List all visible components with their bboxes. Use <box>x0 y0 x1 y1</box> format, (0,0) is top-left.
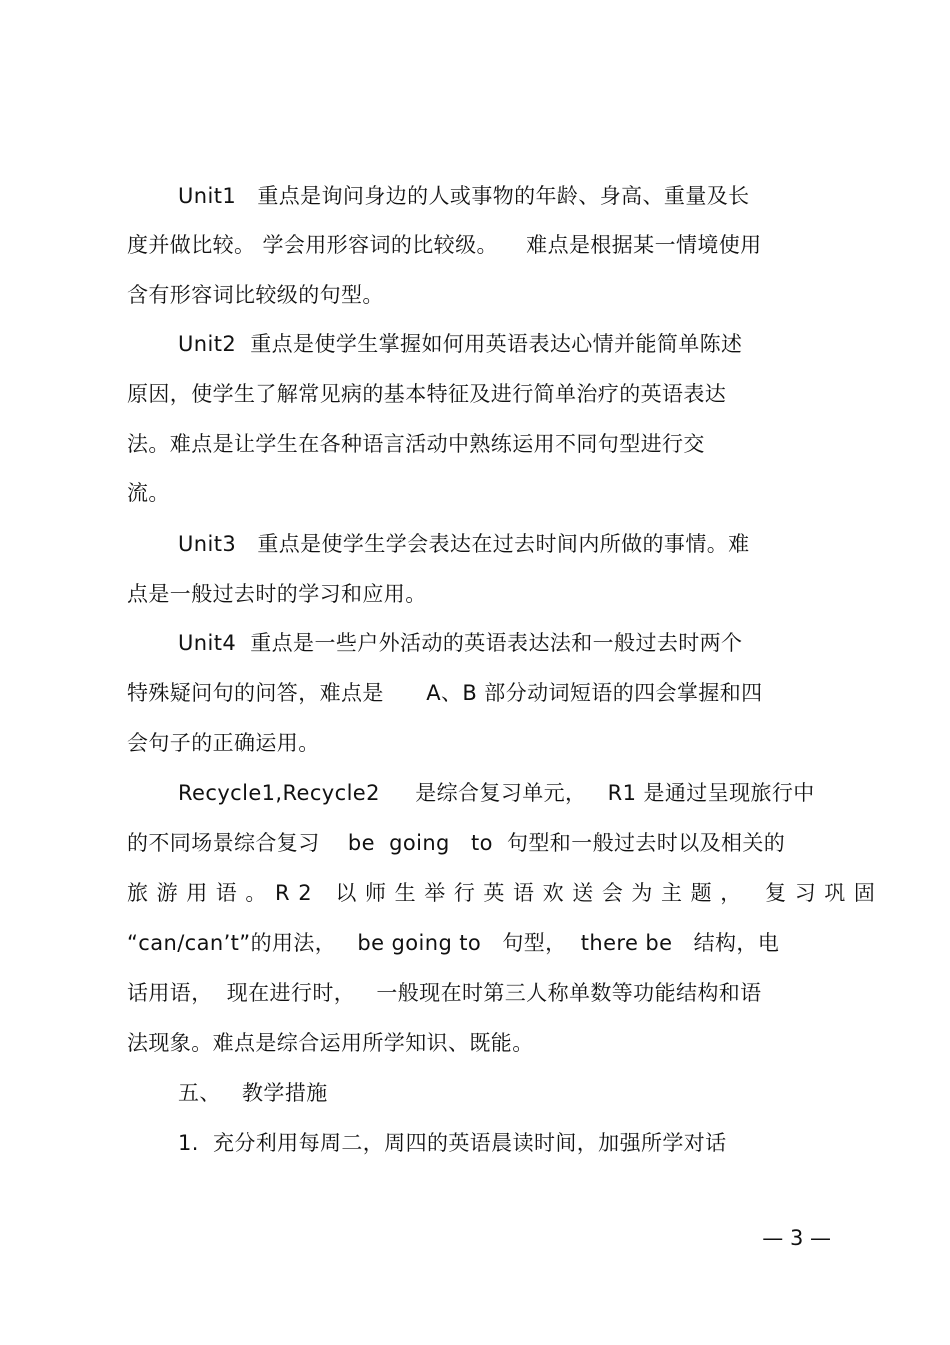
paragraph-unit1-line-2: 度并做比较。 学会用形容词的比较级。 难点是根据某一情境使用 <box>127 233 762 257</box>
paragraph-recycle-line-3: 旅游用语。R2 以师生举行英语欢送会为主题， 复习巩固 <box>127 881 884 905</box>
paragraph-recycle-line-2: 的不同场景综合复习 be going to 句型和一般过去时以及相关的 <box>127 831 786 855</box>
paragraph-recycle-line-5: 话用语， 现在进行时， 一般现在时第三人称单数等功能结构和语 <box>127 981 762 1005</box>
section-heading-teaching-measures: 五、 教学措施 <box>178 1081 328 1105</box>
paragraph-unit2-line-4: 流。 <box>127 481 170 505</box>
paragraph-unit1-line-3: 含有形容词比较级的句型。 <box>127 283 384 307</box>
paragraph-unit4-line-3: 会句子的正确运用。 <box>127 731 320 755</box>
page-number: — 3 — <box>762 1226 831 1250</box>
paragraph-unit4-line-1: Unit4 重点是一些户外活动的英语表达法和一般过去时两个 <box>178 631 743 655</box>
paragraph-recycle-line-6: 法现象。难点是综合运用所学知识、既能。 <box>127 1031 534 1055</box>
paragraph-unit2-line-2: 原因，使学生了解常见病的基本特征及进行简单治疗的英语表达 <box>127 382 727 406</box>
paragraph-unit1-line-1: Unit1 重点是询问身边的人或事物的年龄、身高、重量及长 <box>178 184 750 208</box>
list-item-1: 1. 充分利用每周二，周四的英语晨读时间，加强所学对话 <box>178 1131 727 1155</box>
paragraph-unit4-line-2: 特殊疑问句的问答，难点是 A、B 部分动词短语的四会掌握和四 <box>127 681 763 705</box>
paragraph-unit2-line-3: 法。难点是让学生在各种语言活动中熟练运用不同句型进行交 <box>127 432 705 456</box>
paragraph-unit3-line-1: Unit3 重点是使学生学会表达在过去时间内所做的事情。难 <box>178 532 750 556</box>
paragraph-unit3-line-2: 点是一般过去时的学习和应用。 <box>127 582 427 606</box>
paragraph-unit2-line-1: Unit2 重点是使学生掌握如何用英语表达心情并能简单陈述 <box>178 332 743 356</box>
paragraph-recycle-line-4: “can/can’t”的用法， be going to 句型， there be 结构，电 <box>127 931 780 955</box>
paragraph-recycle-line-1: Recycle1,Recycle2 是综合复习单元， R1 是通过呈现旅行中 <box>178 781 815 805</box>
